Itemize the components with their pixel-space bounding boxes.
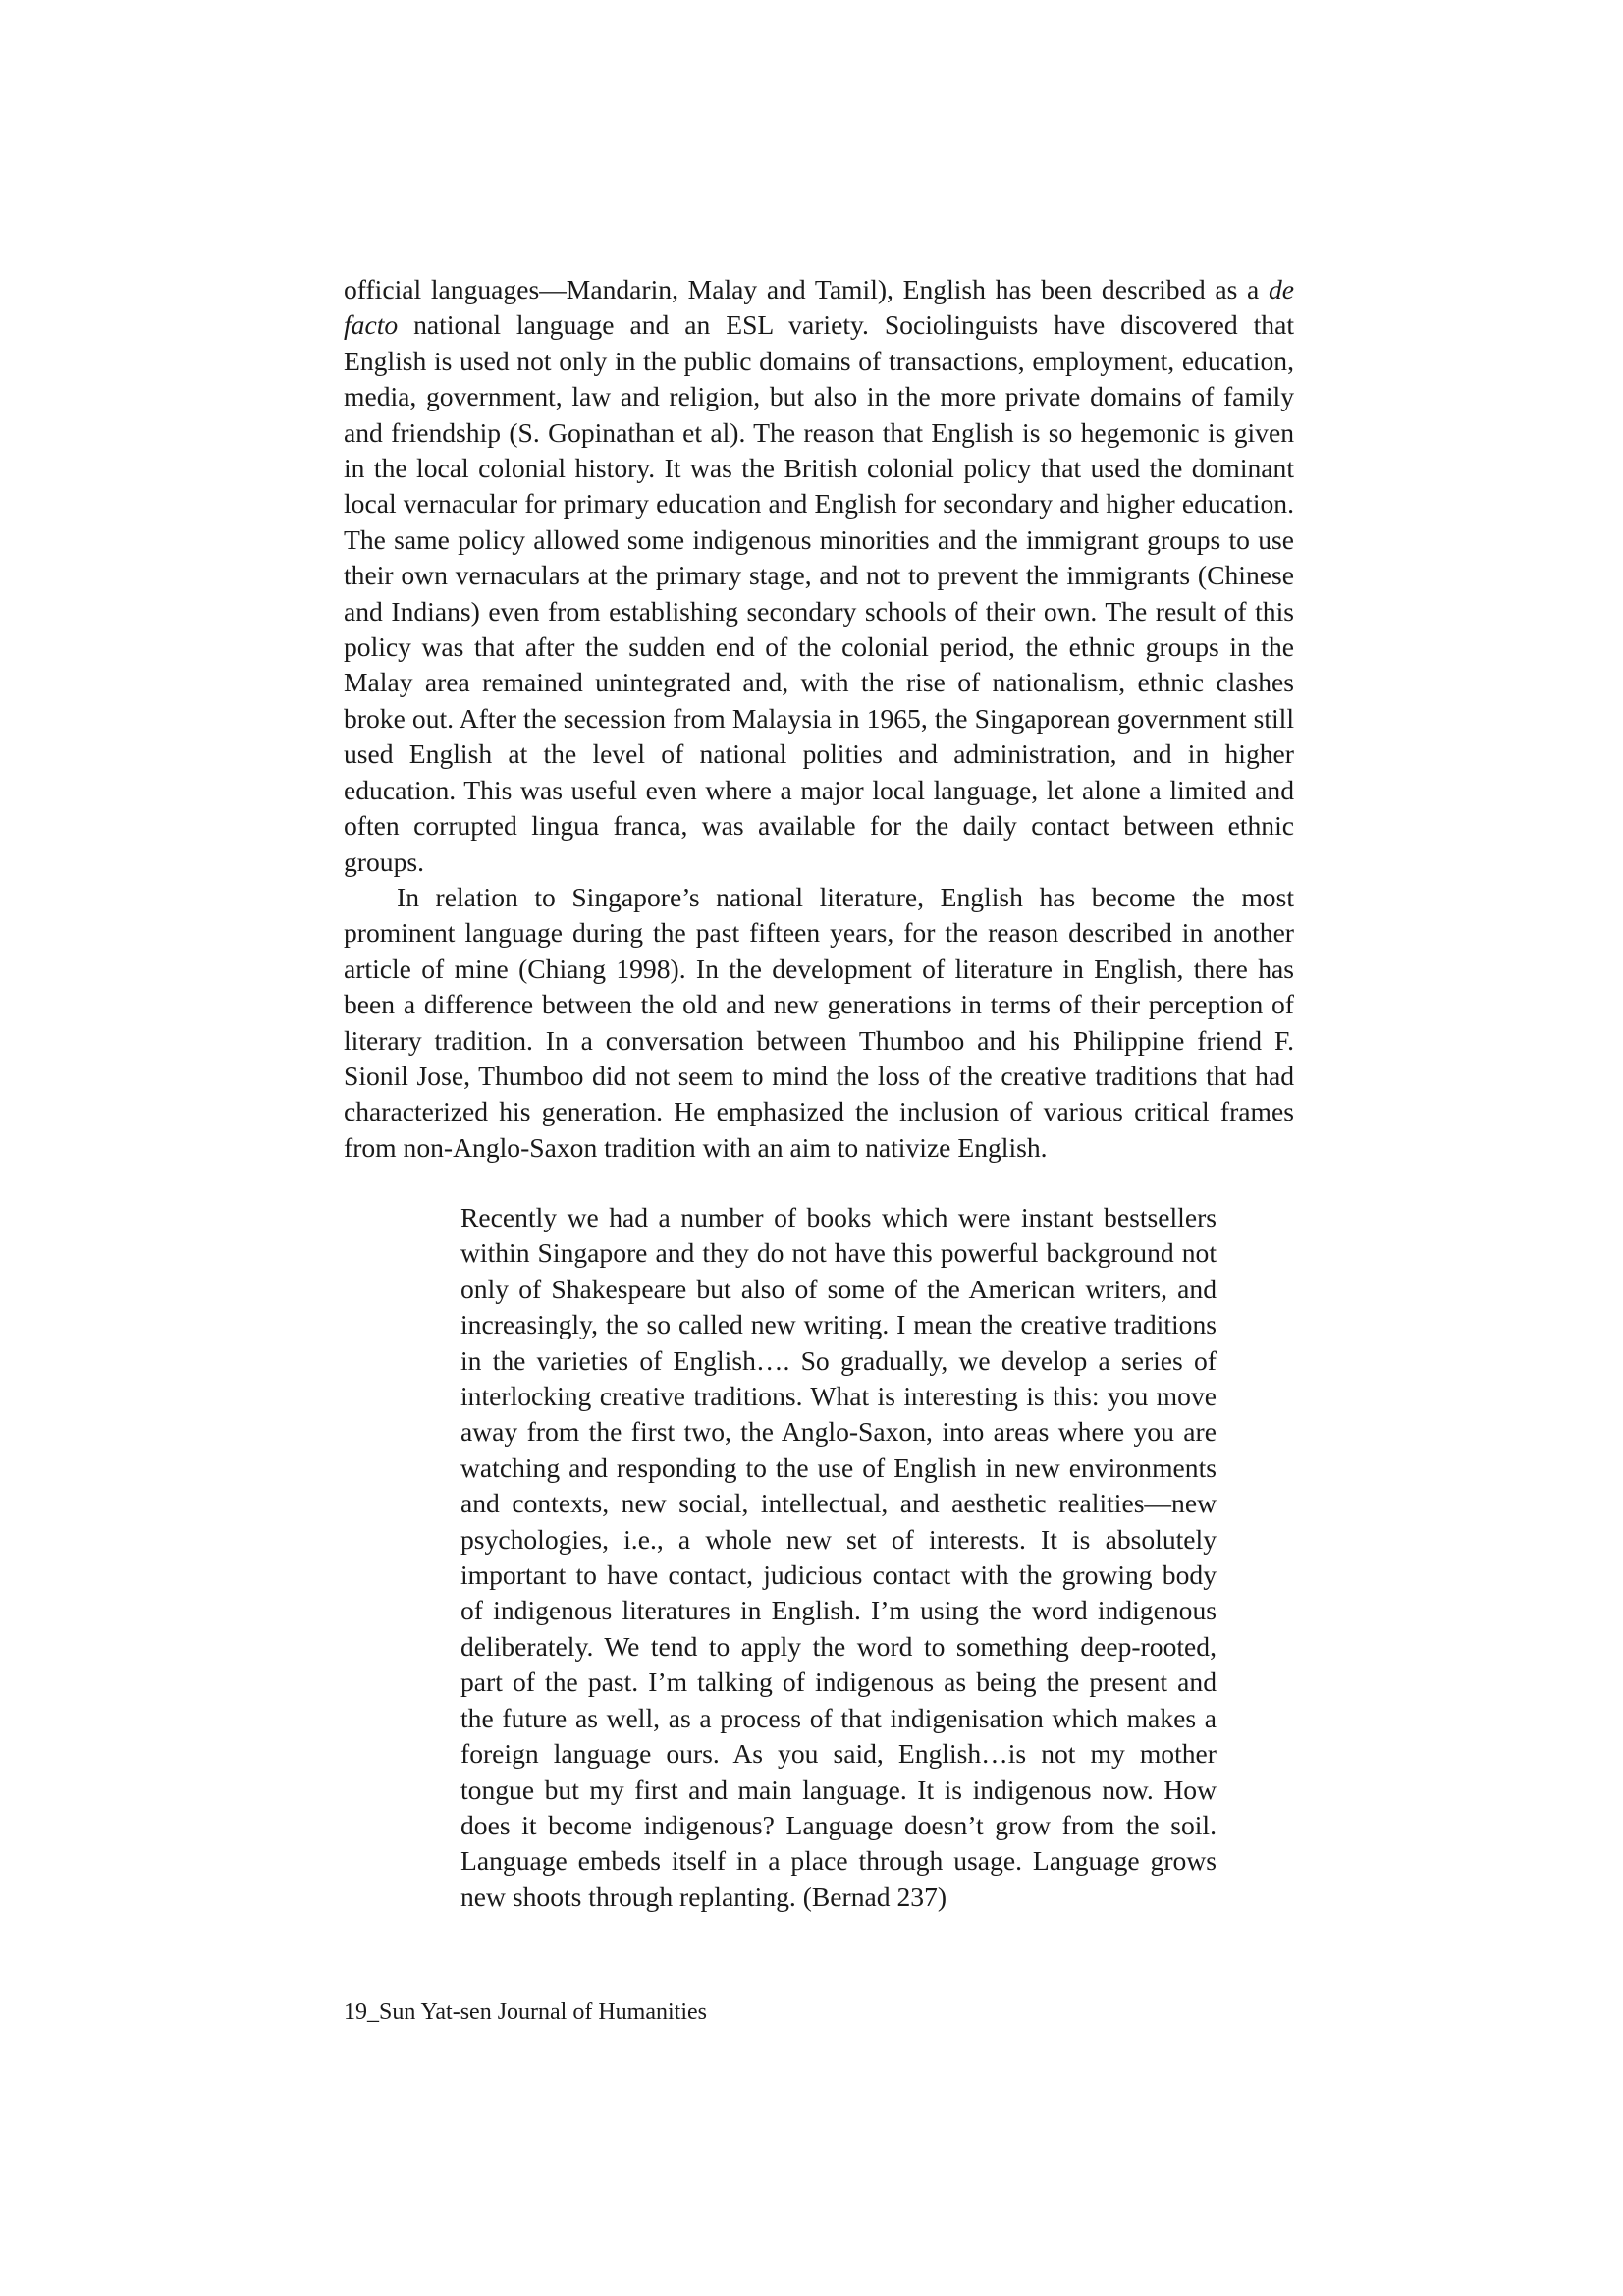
body-paragraph-1 (344, 272, 1294, 880)
body-paragraph-2 (344, 880, 1294, 1166)
page-footer: 19_Sun Yat-sen Journal of Humanities (344, 1999, 707, 2025)
paragraph-1-rest: national language and an ESL variety. Sociolinguists have discovered that English is used not only in the public domains of transactions, employment, education, media, government, law and religion, but also in the more private domains of family and friendship (S. Gopinathan et al). The reason that English is so hegemonic is given in the local colonial history. It was the British colonial policy that used the dominant local vernacular for primary education and English for secondary and higher education. The same policy allowed some indigenous minorities and the immigrant groups to use their own vernaculars at the primary stage, and not to prevent the immigrants (Chinese and Indians) even from establishing secondary schools of their own. The result of this policy was that after the sudden end of the colonial period, the ethnic groups in the Malay area remained unintegrated and, with the rise of nationalism, ethnic clashes broke out. After the secession from Malaysia in 1965, the Singaporean government still used English at the level of national polities and administration, and in higher education. This was useful even where a major local language, let alone a limited and often corrupted lingua franca, was available for the daily contact between ethnic groups. (344, 309, 1294, 877)
paragraph-text (344, 272, 1294, 880)
paragraph-2-text: In relation to Singapore’s national literature, English has become the most prominent language during the past fifteen years, for the reason described in another article of mine (Chiang 1998). In the development of literature in English, there has been a difference between the old and new generations in terms of their perception of literary tradition. In a conversation between Thumboo and his Philippine friend F. Sionil Jose, Thumboo did not seem to mind the loss of the creative traditions that had characterized his generation. He emphasized the inclusion of various critical frames from non-Anglo-Saxon tradition with an aim to nativize English. (344, 882, 1294, 1163)
italic-term-de-facto: de facto (344, 274, 1294, 341)
paragraph-1-lead: official languages—Mandarin, Malay and Tamil), English has been described as a (344, 274, 1269, 304)
block-quote: Recently we had a number of books which were instant bestsellers within Singapore and they do not have this powerful background not only of Shakespeare but also of some of the American writers, and increasingly, the so called new writing. I mean the creative traditions in the varieties of English…. So gradually, we develop a series of interlocking creative traditions. What is interesting is this: you move away from the first two, the Anglo-Saxon, into areas where you are watching and responding to the use of English in new environments and contexts, new social, intellectual, and aesthetic realities—new psychologies, i.e., a whole new set of interests. It is absolutely important to have contact, judicious contact with the growing body of indigenous literatures in English. I’m using the word indigenous deliberately. We tend to apply the word to something deep-rooted, part of the past. I’m talking of indigenous as being the present and the future as well, as a process of that indigenisation which makes a foreign language ours. As you said, English…is not my mother tongue but my first and main language. It is indigenous now. How does it become indigenous? Language doesn’t grow from the soil. Language embeds itself in a place through usage. Language grows new shoots through replanting. (Bernad 237) (460, 1202, 1217, 1912)
